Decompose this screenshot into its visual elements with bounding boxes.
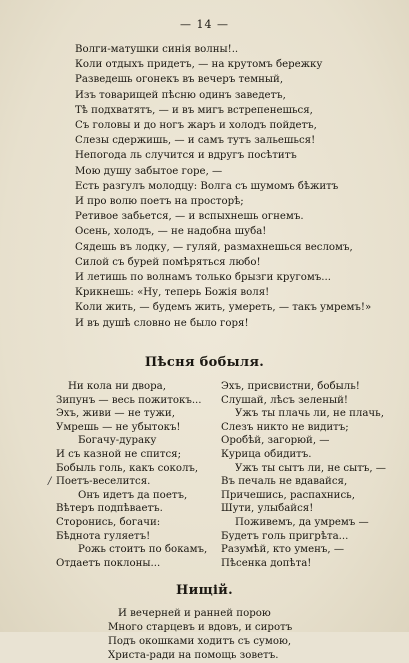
poem-line-right: Слезъ никто не видитъ; — [221, 421, 349, 433]
poem-line-right: Пѣсенка допѣта! — [221, 557, 312, 569]
poem-line: Осень, холодъ, — не надобна шуба! — [75, 226, 267, 238]
poem-line: И въ душѣ словно не было горя! — [75, 317, 249, 329]
poem-line-left: Поетъ-веселится. — [56, 476, 151, 488]
poem-line-right: Ужъ ты сытъ ли, не сытъ, — — [235, 462, 386, 474]
poem-line-right: Разумѣй, кто уменъ, — — [221, 544, 345, 556]
margin-pencil-mark: / — [48, 476, 52, 487]
poem-line: Разведешь огонекъ въ вечеръ темный, — [75, 74, 284, 86]
poem-line-left: Бѣднота гуляетъ! — [56, 530, 151, 542]
poem-line: Волги-матушки синія волны!.. — [75, 44, 239, 55]
poem-line: Ретивое забьется, — и вспыхнешь огнемъ. — [75, 211, 304, 223]
poem-line: И про волю поетъ на просторѣ; — [75, 196, 244, 207]
poem-line: Силой съ бурей помѣряться любо! — [75, 256, 261, 268]
poem-line: Крикнешь: «Ну, теперь Божія воля! — [75, 287, 270, 299]
poem-line-right: Оробѣй, загорюй, — — [221, 435, 330, 447]
poem-line-left: Сторонись, богачи: — [56, 517, 161, 528]
poem-line-right: Причешись, распахнись, — [221, 489, 355, 501]
poem-line: Христа-ради на помощь зоветъ. — [108, 650, 279, 661]
poem-line-right: Курица обидитъ. — [221, 449, 312, 460]
poem-line-left: Рожь стоитъ по бокамъ, — [78, 544, 208, 556]
poem-line-left: Вѣтеръ подпѣваетъ. — [56, 503, 163, 515]
poem-line: Подъ окошками ходитъ съ сумою, — [108, 636, 292, 647]
poem-line: Сядешь въ лодку, — гуляй, размахнешься весломъ, — [75, 241, 353, 253]
poem-line-right: Поживемъ, да умремъ — — [235, 517, 369, 528]
poem-line: Слезы сдержишь, — и самъ тутъ зальешься! — [75, 135, 316, 147]
poem-line: Много старцевъ и вдовъ, и сиротъ — [108, 622, 293, 633]
poem-line: Коли жить, — будемъ жить, умереть, — такъ умремъ!» — [75, 302, 372, 314]
poem-line: Мою душу забытое горе, — — [75, 165, 223, 177]
poem-line: Непогода ль случится и вдругъ посѣтитъ — [75, 150, 297, 162]
poem-line: Коли отдыхъ придетъ, — на крутомъ бережку — [75, 59, 323, 71]
poem-line: Изъ товарищей пѣсню одинъ заведетъ, — [75, 89, 286, 101]
poem-line-left: Ни кола ни двора, — [68, 381, 166, 392]
poem-line-right: Ужъ ты плачь ли, не плачь, — [235, 408, 384, 420]
page-number: — 14 — — [180, 18, 229, 31]
poem-line-left: Онъ идетъ да поетъ, — [78, 489, 188, 501]
poem-line-right: Шути, улыбайся! — [221, 503, 314, 515]
poem-line: И летишь по волнамъ только брызги кругомъ... — [75, 272, 332, 283]
poem-line-right: Эхъ, присвистни, бобыль! — [221, 381, 360, 392]
poem-line: Есть разгулъ молодцу: Волга съ шумомъ бѣжитъ — [75, 180, 339, 192]
poem-line-left: Бобыль голь, какъ соколъ, — [56, 462, 199, 474]
poem-line-left: Эхъ, живи — не тужи, — [56, 408, 175, 420]
poem-line: И вечерней и ранней порою — [118, 608, 271, 619]
poem-line-left: Богачу-дураку — [78, 435, 157, 447]
poem-title-bobyl: Пѣсня бобыля. — [144, 355, 265, 370]
poem-line-left: Отдаетъ поклоны... — [56, 557, 161, 569]
poem-line-left: Зипунъ — весь пожитокъ... — [56, 394, 202, 406]
poem-line: Тѣ подхватятъ, — и въ мигъ встрепенешься, — [75, 104, 313, 116]
poem-line-right: Будетъ голь пригрѣта... — [221, 530, 349, 542]
poem-line-right: Слушай, лѣсъ зеленый! — [221, 394, 348, 406]
poem-line-left: Умрешь — не убытокъ! — [56, 421, 181, 433]
poem-line-right: Въ печаль не вдавайся, — [221, 476, 348, 488]
poem-line-left: И съ казной не спится; — [56, 449, 182, 460]
poem-title-nishchiy: Нищій. — [176, 583, 233, 598]
poem-line: Съ головы и до ногъ жаръ и холодъ пойдетъ, — [75, 120, 317, 131]
